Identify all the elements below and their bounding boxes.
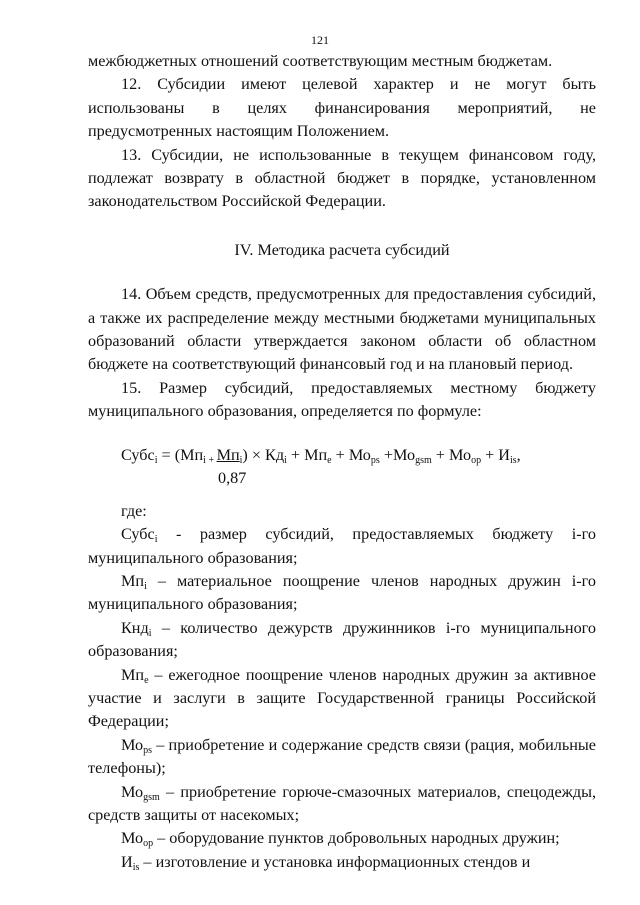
definition-text: – приобретение и содержание средств связи (рация, мобильные телефоны); [88, 735, 596, 778]
formula-denominator: 0,87 [218, 468, 247, 487]
paragraph-continuation: межбюджетных отношений соответствующим местным бюджетам. [88, 52, 553, 70]
definition-text: – оборудование пунктов добровольных народных дружин; [153, 829, 560, 848]
formula-numerator: Субс$_i$ = ($Мп_i$ $_+$ $Мп_i) \times Кд_i + Мп_e + Мо_{ps} +Мо_{gsm} + Мо_{op} + И_{is}$, [121, 445, 521, 466]
definitions-list [88, 523, 596, 874]
definition-text: - размер субсидий, предоставляемых бюджету i-го муниципального образования; [88, 525, 596, 567]
definition-text: – изготовление и установка информационных стендов и [139, 852, 531, 871]
where-label: где: [121, 501, 147, 520]
definition-item: $Мп_i$ – материальное поощрение членов народных дружин i-го муниципального образования; [88, 571, 596, 614]
definition-item: Кнд$_i$ – количество дежурств дружинников i-го муниципального образования; [88, 618, 596, 661]
document-body [88, 50, 596, 874]
paragraph-14: 14. Объем средств, предусмотренных для предоставления субсидий, а также их распределение между местными бюджетами муниципальных образований области утверждается законом области об областном бюджете на соответствующий финансовый год и на плановый период. [88, 285, 596, 374]
definition-symbol: Мп [121, 665, 145, 684]
section-heading: IV. Методика расчета субсидий [234, 240, 450, 259]
definition-text: – количество дежурств дружинников i-го муниципального образования; [88, 618, 596, 661]
subsidy-formula [88, 438, 596, 498]
definition-item: Субс$_i$ - размер субсидий, предоставляемых бюджету i-го муниципального образования; [88, 525, 596, 567]
page-number: 121 [311, 33, 329, 47]
definition-item: $Мп_e$ – ежегодное поощрение членов народных дружин за активное участие и заслуги в защите Государственной границы Российской Федерации; [88, 665, 596, 731]
definition-symbol: Субс [121, 525, 155, 544]
definition-symbol: Мо [121, 782, 144, 801]
paragraph-15: 15. Размер субсидий, предоставляемых местному бюджету муниципального образования, определяется по формуле: [88, 378, 596, 421]
definition-text: – приобретение горюче-смазочных материалов, спецодежды, средств защиты от насекомых; [88, 782, 596, 824]
definition-item: $Мо_{op}$ – оборудование пунктов добровольных народных дружин; [121, 829, 560, 850]
definition-symbol: Мо [121, 829, 144, 848]
definition-item: $Мо_{gsm}$ – приобретение горюче-смазочных материалов, спецодежды, средств защиты от насекомых; [88, 782, 596, 824]
paragraph-13: 13. Субсидии, не использованные в текущем финансовом году, подлежат возврату в областной бюджет в порядке, установленном законодательством Российской Федерации. [88, 145, 596, 211]
definition-symbol: Мп [121, 571, 145, 590]
definition-item: $И_{is}$ – изготовление и установка информационных стендов и [121, 852, 531, 873]
definition-text: – материальное поощрение членов народных дружин i-го муниципального образования; [88, 571, 596, 614]
paragraph-12-end: предусмотренных настоящим Положением. [88, 122, 390, 141]
paragraph-12: 12. Субсидии имеют целевой характер и не могут быть использованы в целях финансирования мероприятий, не [88, 75, 596, 117]
definition-symbol: И [121, 852, 133, 871]
definition-symbol: Кнд [121, 618, 149, 637]
definition-symbol: Мо [121, 735, 144, 754]
definition-text: – ежегодное поощрение членов народных дружин за активное участие и заслуги в защите Государственной границы Российской Федерации; [88, 665, 596, 731]
definition-item: $Мо_{ps}$ – приобретение и содержание средств связи (рация, мобильные телефоны); [88, 735, 596, 778]
